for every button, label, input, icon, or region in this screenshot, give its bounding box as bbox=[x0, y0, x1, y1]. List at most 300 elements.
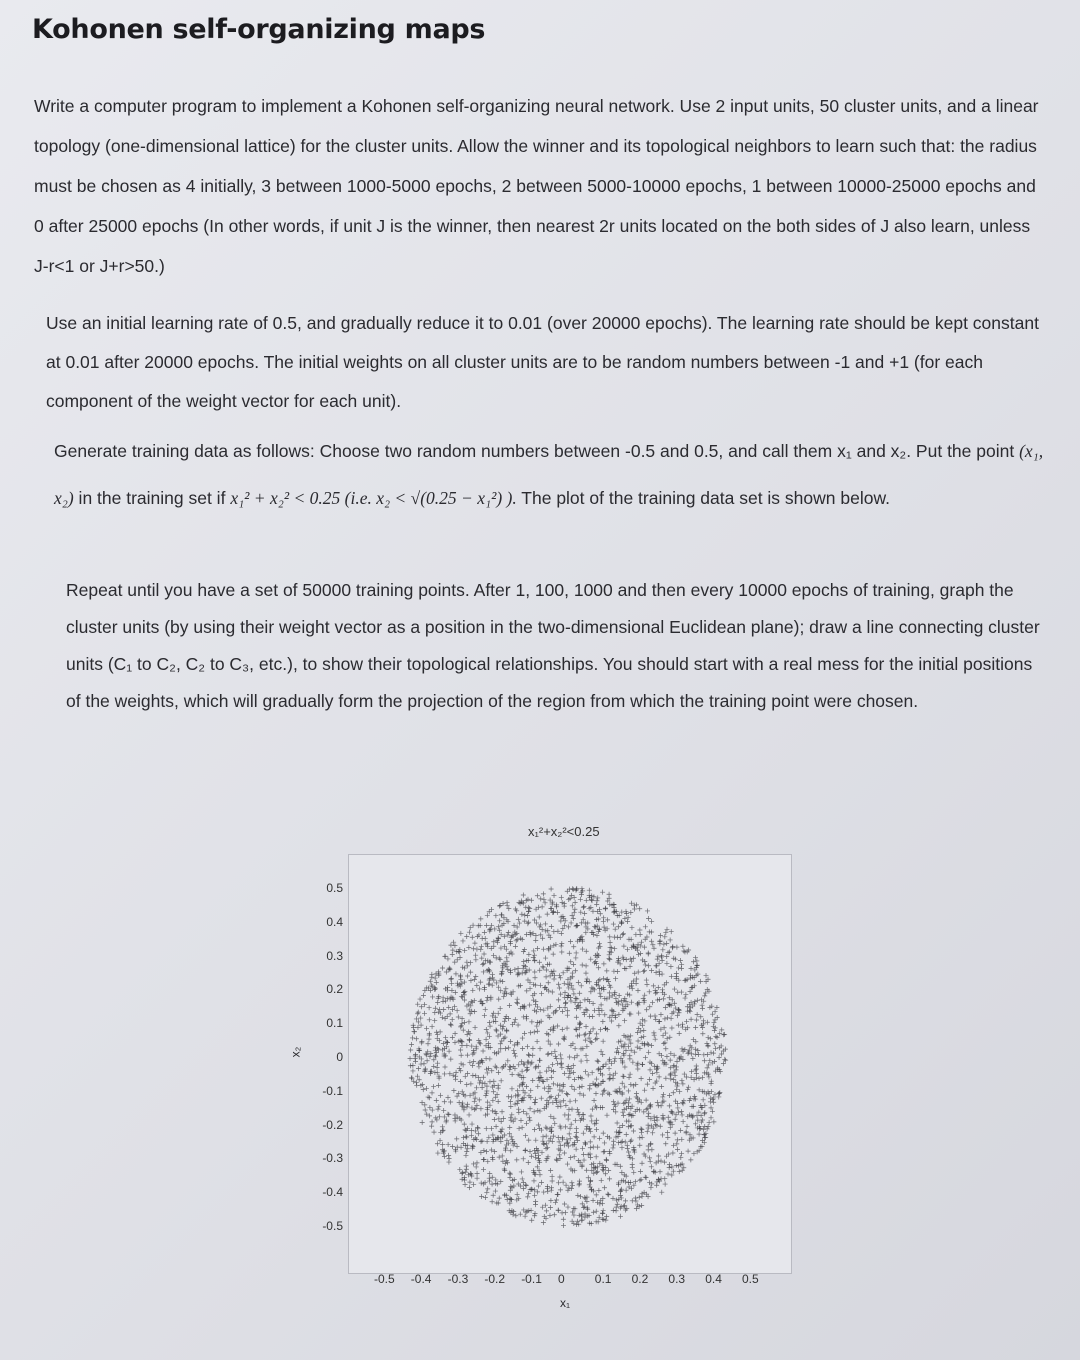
data-point bbox=[562, 1071, 567, 1076]
data-point bbox=[427, 1017, 432, 1022]
data-point bbox=[667, 1103, 672, 1108]
data-point bbox=[574, 886, 579, 891]
data-point bbox=[530, 1046, 535, 1051]
data-point bbox=[673, 1073, 678, 1078]
data-point bbox=[706, 1124, 711, 1129]
data-point bbox=[455, 981, 460, 986]
data-point bbox=[694, 958, 699, 963]
data-point bbox=[491, 953, 496, 958]
data-point bbox=[526, 909, 531, 914]
data-point bbox=[545, 1052, 550, 1057]
data-point bbox=[653, 1037, 658, 1042]
data-point bbox=[500, 1153, 505, 1158]
data-point bbox=[547, 1213, 552, 1218]
data-point bbox=[420, 1120, 425, 1125]
data-point bbox=[684, 1019, 689, 1024]
data-point bbox=[581, 905, 586, 910]
data-point bbox=[477, 1040, 482, 1045]
data-point bbox=[654, 1183, 659, 1188]
data-point bbox=[463, 1153, 468, 1158]
data-point bbox=[448, 967, 453, 972]
data-point bbox=[688, 1157, 693, 1162]
data-point bbox=[654, 963, 659, 968]
data-point bbox=[442, 1065, 447, 1070]
data-point bbox=[712, 1041, 717, 1046]
data-point bbox=[552, 976, 557, 981]
data-point bbox=[532, 1127, 537, 1132]
data-point bbox=[559, 1056, 564, 1061]
data-point bbox=[577, 1213, 582, 1218]
data-point bbox=[479, 944, 484, 949]
data-point bbox=[587, 1182, 592, 1187]
data-point bbox=[508, 1065, 513, 1070]
data-point bbox=[624, 1132, 629, 1137]
data-point bbox=[638, 1169, 643, 1174]
data-point bbox=[445, 1014, 450, 1019]
data-point bbox=[455, 1008, 460, 1013]
data-point bbox=[689, 1017, 694, 1022]
x-tick-label: 0.5 bbox=[742, 1272, 759, 1286]
data-point bbox=[588, 1113, 593, 1118]
data-point bbox=[519, 1169, 524, 1174]
data-point bbox=[507, 1171, 512, 1176]
data-point bbox=[541, 1220, 546, 1225]
data-point bbox=[572, 907, 577, 912]
data-point bbox=[580, 963, 585, 968]
data-point bbox=[421, 993, 426, 998]
data-point bbox=[616, 1039, 621, 1044]
data-point bbox=[660, 972, 665, 977]
data-point bbox=[585, 1205, 590, 1210]
data-point bbox=[627, 1075, 632, 1080]
data-point bbox=[668, 1076, 673, 1081]
data-point bbox=[475, 1171, 480, 1176]
data-point bbox=[447, 1156, 452, 1161]
data-point bbox=[538, 896, 543, 901]
data-point bbox=[597, 977, 602, 982]
paragraph-repeat-instructions: Repeat until you have a set of 50000 training points. After 1, 100, 1000 and then every 10000 epochs of training, graph the cluster units (by using their weight vector as a position in the two-dimensional Euclidean plane); draw a line connecting cluster units (C₁ to C₂, C₂ to C₃, etc.), to show their topological relationships. You should start with a real mess for the initial positions of the weights, which will gradually form the projection of the region from which the training point were chosen. bbox=[66, 580, 1040, 711]
x-tick-label: 0.2 bbox=[631, 1272, 649, 1286]
data-point bbox=[657, 939, 662, 944]
x-tick-label: 0 bbox=[558, 1272, 565, 1286]
data-point bbox=[409, 1042, 414, 1047]
data-point bbox=[635, 1002, 640, 1007]
data-point bbox=[410, 1035, 415, 1040]
data-point bbox=[574, 1126, 579, 1131]
data-point bbox=[584, 1024, 589, 1029]
data-point bbox=[647, 1155, 652, 1160]
data-point bbox=[449, 1023, 454, 1028]
data-point bbox=[532, 953, 537, 958]
data-point bbox=[487, 1171, 492, 1176]
data-point bbox=[663, 1031, 668, 1036]
data-point bbox=[446, 1112, 451, 1117]
data-point bbox=[485, 1186, 490, 1191]
data-point bbox=[638, 932, 643, 937]
data-point bbox=[484, 1027, 489, 1032]
data-point bbox=[710, 1012, 715, 1017]
data-point bbox=[540, 927, 545, 932]
data-point bbox=[512, 1051, 517, 1056]
data-point bbox=[578, 910, 583, 915]
data-point bbox=[465, 973, 470, 978]
data-point bbox=[680, 1081, 685, 1086]
data-point bbox=[633, 1195, 638, 1200]
data-point bbox=[557, 973, 562, 978]
data-point bbox=[484, 998, 489, 1003]
data-point bbox=[580, 1218, 585, 1223]
data-point bbox=[684, 1129, 689, 1134]
data-point bbox=[626, 1100, 631, 1105]
data-point bbox=[481, 1157, 486, 1162]
data-point bbox=[630, 1060, 635, 1065]
data-point bbox=[519, 912, 524, 917]
data-point bbox=[616, 1023, 621, 1028]
data-point bbox=[520, 1069, 525, 1074]
data-point bbox=[707, 1058, 712, 1063]
data-point bbox=[677, 1031, 682, 1036]
data-point bbox=[478, 947, 483, 952]
data-point bbox=[666, 1115, 671, 1120]
data-point bbox=[594, 1154, 599, 1159]
data-point bbox=[660, 1094, 665, 1099]
data-point bbox=[590, 909, 595, 914]
data-point bbox=[531, 948, 536, 953]
data-point bbox=[587, 893, 592, 898]
data-point bbox=[558, 1104, 563, 1109]
data-point bbox=[639, 1126, 644, 1131]
data-point bbox=[670, 944, 675, 949]
data-point bbox=[492, 926, 497, 931]
data-point bbox=[431, 1084, 436, 1089]
data-point bbox=[708, 1036, 713, 1041]
data-point bbox=[565, 1205, 570, 1210]
data-point bbox=[532, 958, 537, 963]
data-point bbox=[566, 1107, 571, 1112]
data-point bbox=[565, 889, 570, 894]
data-point bbox=[437, 1007, 442, 1012]
data-point bbox=[494, 1124, 499, 1129]
data-point bbox=[539, 991, 544, 996]
data-point bbox=[532, 1193, 537, 1198]
data-point bbox=[701, 1127, 706, 1132]
data-point bbox=[512, 1043, 517, 1048]
y-tick-label: 0 bbox=[336, 1050, 343, 1064]
data-point bbox=[622, 1084, 627, 1089]
data-point bbox=[437, 1114, 442, 1119]
data-point bbox=[520, 1176, 525, 1181]
data-point bbox=[504, 955, 509, 960]
data-point bbox=[556, 997, 561, 1002]
data-point bbox=[476, 1064, 481, 1069]
data-point bbox=[580, 1201, 585, 1206]
data-point bbox=[516, 1107, 521, 1112]
data-point bbox=[478, 1139, 483, 1144]
data-point bbox=[559, 895, 564, 900]
data-point bbox=[471, 1182, 476, 1187]
data-point bbox=[462, 1177, 467, 1182]
data-point bbox=[416, 1066, 421, 1071]
data-point bbox=[508, 1039, 513, 1044]
data-point bbox=[681, 1119, 686, 1124]
data-point bbox=[566, 897, 571, 902]
data-point bbox=[572, 1087, 577, 1092]
data-point bbox=[641, 969, 646, 974]
data-point bbox=[601, 1131, 606, 1136]
data-point bbox=[581, 1131, 586, 1136]
data-point bbox=[659, 1084, 664, 1089]
data-point bbox=[675, 1137, 680, 1142]
data-point bbox=[470, 1073, 475, 1078]
data-point bbox=[584, 979, 589, 984]
data-point bbox=[661, 1033, 666, 1038]
data-point bbox=[507, 1067, 512, 1072]
data-point bbox=[541, 1134, 546, 1139]
data-point bbox=[435, 1036, 440, 1041]
data-point bbox=[490, 1182, 495, 1187]
data-point bbox=[662, 1016, 667, 1021]
data-point bbox=[679, 1151, 684, 1156]
data-point bbox=[551, 929, 556, 934]
x-tick-label: -0.4 bbox=[410, 1272, 432, 1286]
data-point bbox=[650, 1130, 655, 1135]
data-point bbox=[520, 1046, 525, 1051]
data-point bbox=[620, 1139, 625, 1144]
data-point bbox=[646, 1114, 651, 1119]
condition-expression: x₁² + x₂² < 0.25 (i.e. x₂ < √(0.25 − x₁²) ). bbox=[230, 488, 517, 508]
data-point bbox=[442, 954, 447, 959]
data-point bbox=[702, 1103, 707, 1108]
data-point bbox=[681, 1101, 686, 1106]
data-point bbox=[700, 1075, 705, 1080]
data-point bbox=[483, 1180, 488, 1185]
data-point bbox=[524, 1121, 529, 1126]
data-point bbox=[579, 892, 584, 897]
data-point bbox=[564, 1137, 569, 1142]
data-point bbox=[660, 1132, 665, 1137]
data-point bbox=[681, 949, 686, 954]
data-point bbox=[459, 1021, 464, 1026]
data-point bbox=[668, 964, 673, 969]
data-point bbox=[535, 1108, 540, 1113]
data-point bbox=[535, 1039, 540, 1044]
data-point bbox=[619, 920, 624, 925]
data-point bbox=[559, 1061, 564, 1066]
data-point bbox=[470, 1122, 475, 1127]
data-point bbox=[467, 1038, 472, 1043]
data-point bbox=[479, 1181, 484, 1186]
data-point bbox=[642, 1088, 647, 1093]
data-point bbox=[588, 1139, 593, 1144]
data-point bbox=[481, 1075, 486, 1080]
data-point bbox=[663, 1005, 668, 1010]
data-point bbox=[484, 1190, 489, 1195]
data-point bbox=[568, 1136, 573, 1141]
y-tick-label: 0.4 bbox=[326, 914, 343, 929]
data-point bbox=[601, 961, 606, 966]
data-point bbox=[464, 1149, 469, 1154]
data-point bbox=[480, 962, 485, 967]
data-point bbox=[603, 906, 608, 911]
data-point bbox=[505, 933, 510, 938]
data-point bbox=[637, 1135, 642, 1140]
data-point bbox=[584, 1053, 589, 1058]
point-expression: (x₁, x₂) bbox=[54, 441, 1044, 508]
data-point bbox=[600, 1211, 605, 1216]
data-point bbox=[515, 1088, 520, 1093]
data-point bbox=[491, 944, 496, 949]
data-point bbox=[587, 888, 592, 893]
data-point bbox=[660, 947, 665, 952]
data-point bbox=[657, 969, 662, 974]
data-point bbox=[660, 958, 665, 963]
data-point bbox=[524, 1111, 529, 1116]
data-point bbox=[621, 1101, 626, 1106]
data-point bbox=[601, 1064, 606, 1069]
data-point bbox=[721, 1061, 726, 1066]
data-point bbox=[717, 1055, 722, 1060]
data-point bbox=[549, 1185, 554, 1190]
data-point bbox=[508, 968, 513, 973]
data-point bbox=[574, 1147, 579, 1152]
data-point bbox=[529, 898, 534, 903]
data-point bbox=[458, 931, 463, 936]
data-point bbox=[566, 1075, 571, 1080]
data-point bbox=[618, 1189, 623, 1194]
data-point bbox=[469, 999, 474, 1004]
data-point bbox=[465, 1071, 470, 1076]
data-point bbox=[679, 966, 684, 971]
data-point bbox=[427, 1105, 432, 1110]
data-point bbox=[460, 1170, 465, 1175]
data-point bbox=[561, 1223, 566, 1228]
data-point bbox=[448, 1022, 453, 1027]
data-point bbox=[562, 1112, 567, 1117]
data-point bbox=[694, 1063, 699, 1068]
data-point bbox=[434, 980, 439, 985]
data-point bbox=[626, 1150, 631, 1155]
data-point bbox=[586, 1072, 591, 1077]
data-point bbox=[565, 1162, 570, 1167]
data-point bbox=[665, 1135, 670, 1140]
data-point bbox=[422, 1002, 427, 1007]
data-point bbox=[639, 1076, 644, 1081]
data-point bbox=[716, 1094, 721, 1099]
data-point bbox=[558, 1052, 563, 1057]
paragraph-network-spec: Write a computer program to implement a Kohonen self-organizing neural network. Use 2 input units, 50 cluster units, and a linear topology (one-dimensional lattice) for the cluster units. Allow the winner and its topological neighbors to learn such that: the radius must be chosen as 4 initially, 3 between 1000-5000 epochs, 2 between 5000-10000 epochs, 1 between 10000-25000 epochs and 0 after 25000 epochs (In other words, if unit J is the winner, then nearest 2r units located on the both sides of J also learn, unless J-r<1 or J+r>50.) bbox=[34, 96, 1039, 276]
data-point bbox=[594, 1077, 599, 1082]
x-tick-label: -0.5 bbox=[374, 1272, 395, 1286]
data-point bbox=[543, 956, 548, 961]
data-point bbox=[592, 1098, 597, 1103]
data-point bbox=[640, 1062, 645, 1067]
data-point bbox=[465, 1053, 470, 1058]
data-point bbox=[528, 1030, 533, 1035]
data-point bbox=[556, 1208, 561, 1213]
data-point bbox=[481, 969, 486, 974]
data-point bbox=[433, 1006, 438, 1011]
data-point bbox=[475, 1126, 480, 1131]
data-point bbox=[457, 950, 462, 955]
data-point bbox=[581, 904, 586, 909]
data-point bbox=[709, 1105, 714, 1110]
data-point bbox=[502, 1035, 507, 1040]
data-point bbox=[611, 1208, 616, 1213]
data-point bbox=[698, 1014, 703, 1019]
data-point bbox=[442, 1114, 447, 1119]
data-point bbox=[679, 990, 684, 995]
data-point bbox=[679, 1109, 684, 1114]
data-point bbox=[624, 957, 629, 962]
data-point bbox=[623, 1048, 628, 1053]
data-point bbox=[722, 1032, 727, 1037]
data-point bbox=[532, 969, 537, 974]
data-point bbox=[662, 1176, 667, 1181]
data-point bbox=[628, 910, 633, 915]
data-point bbox=[621, 944, 626, 949]
data-point bbox=[480, 1138, 485, 1143]
data-point bbox=[600, 1167, 605, 1172]
data-point bbox=[578, 897, 583, 902]
data-point bbox=[466, 1019, 471, 1024]
data-point bbox=[410, 1068, 415, 1073]
data-point bbox=[474, 1085, 479, 1090]
data-point bbox=[656, 985, 661, 990]
data-point bbox=[574, 1135, 579, 1140]
data-point bbox=[640, 1161, 645, 1166]
data-point bbox=[593, 1091, 598, 1096]
data-point bbox=[541, 1190, 546, 1195]
data-point bbox=[485, 941, 490, 946]
data-point bbox=[500, 1109, 505, 1114]
data-point bbox=[663, 1046, 668, 1051]
data-point bbox=[676, 965, 681, 970]
data-point bbox=[584, 963, 589, 968]
data-point bbox=[685, 1087, 690, 1092]
data-point bbox=[645, 908, 650, 913]
data-point bbox=[523, 1214, 528, 1219]
data-point bbox=[595, 1058, 600, 1063]
data-point bbox=[448, 943, 453, 948]
data-point bbox=[695, 963, 700, 968]
data-point bbox=[573, 968, 578, 973]
data-point bbox=[473, 1025, 478, 1030]
data-point bbox=[591, 1144, 596, 1149]
data-point bbox=[595, 1145, 600, 1150]
x-tick-label: -0.2 bbox=[484, 1272, 506, 1286]
data-point bbox=[491, 1193, 496, 1198]
data-point bbox=[466, 1172, 471, 1177]
data-point bbox=[661, 996, 666, 1001]
data-point bbox=[419, 1023, 424, 1028]
data-point bbox=[637, 1143, 642, 1148]
data-point bbox=[522, 1031, 527, 1036]
data-point bbox=[550, 1100, 555, 1105]
data-point bbox=[490, 1199, 495, 1204]
data-point bbox=[430, 1090, 435, 1095]
data-point bbox=[706, 1035, 711, 1040]
data-point bbox=[669, 1016, 674, 1021]
data-point bbox=[669, 929, 674, 934]
data-point bbox=[533, 1138, 538, 1143]
data-point bbox=[568, 1099, 573, 1104]
data-point bbox=[532, 1109, 537, 1114]
data-point bbox=[445, 1040, 450, 1045]
data-point bbox=[558, 1187, 563, 1192]
data-point bbox=[571, 1063, 576, 1068]
data-point bbox=[508, 1099, 513, 1104]
data-point bbox=[621, 1044, 626, 1049]
